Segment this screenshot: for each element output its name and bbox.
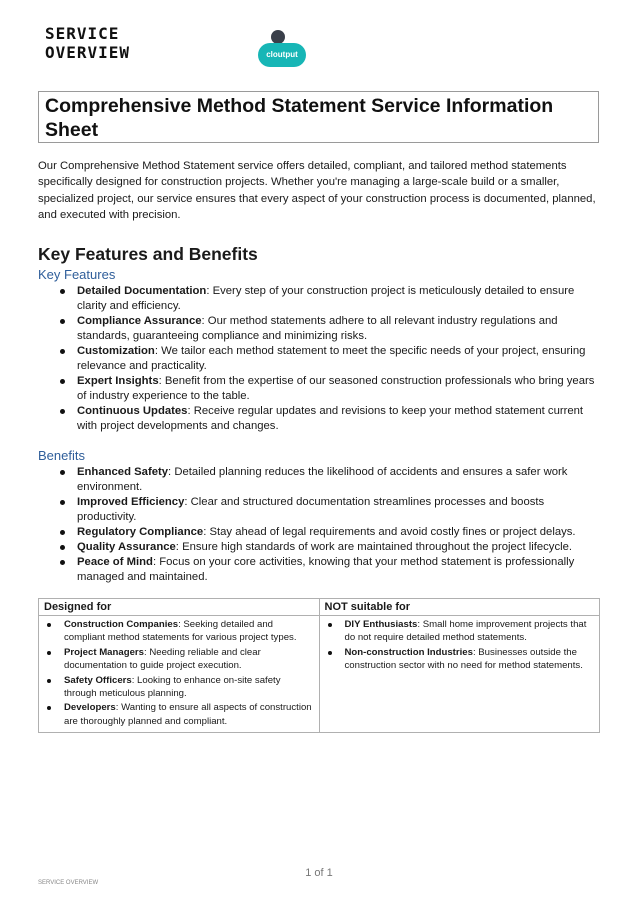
list-item: [38, 525, 600, 540]
item-term: Compliance Assurance: [77, 315, 202, 327]
list-item: [38, 314, 600, 344]
benefits-heading: Benefits: [38, 448, 85, 463]
table-row: [39, 616, 600, 733]
features-heading: Key Features: [38, 267, 116, 282]
list-item: [43, 646, 315, 673]
section-heading: Key Features and Benefits: [38, 244, 258, 264]
item-text: : Looking to enhance on-site safety through meticulous planning.: [64, 674, 281, 700]
header-title-line2: OVERVIEW: [45, 43, 131, 62]
item-text: : Focus on your core activities, knowing that your method statement is professionally managed and maintained.: [77, 556, 575, 583]
cloutput-logo: [258, 30, 306, 70]
page-number: 1 of 1: [305, 867, 333, 879]
item-term: Developers: [64, 702, 116, 714]
item-text: : Wanting to ensure all aspects of construction are thoroughly planned and compliant.: [64, 702, 312, 727]
item-term: Safety Officers: [64, 674, 132, 686]
table-header-row: [39, 599, 600, 616]
item-term: Continuous Updates: [77, 405, 188, 417]
list-item: [38, 284, 600, 314]
suitability-table: [38, 598, 600, 733]
item-term: Project Managers: [64, 646, 144, 658]
logo-text: cloutput: [258, 43, 306, 67]
footer-text: SERVICE OVERVIEW: [38, 880, 99, 886]
item-text: : Needing reliable and clear documentation to guide project execution.: [64, 646, 261, 672]
item-text: : Receive regular updates and revisions to keep your method statement current with project developments and changes.: [77, 405, 584, 432]
item-text: : We tailor each method statement to meet the specific needs of your project, ensuring relevance and practicality.: [77, 345, 586, 372]
item-term: Enhanced Safety: [77, 466, 169, 478]
designed-for-cell: [39, 616, 320, 733]
list-item: [38, 344, 600, 374]
list-item: [324, 646, 596, 673]
item-term: Detailed Documentation: [77, 285, 207, 297]
benefits-list: [38, 465, 600, 585]
list-item: [38, 540, 600, 555]
item-text: : Clear and structured documentation streamlines processes and boosts productivity.: [77, 496, 545, 523]
item-term: Customization: [77, 345, 155, 357]
item-text: : Small home improvement projects that do not require detailed method statements.: [344, 619, 587, 644]
item-text: : Businesses outside the construction sector with no need for method statements.: [344, 646, 583, 672]
header-title-line1: SERVICE: [45, 24, 120, 43]
item-term: DIY Enthusiasts: [344, 619, 418, 630]
item-term: Expert Insights: [77, 375, 159, 387]
header-title: [45, 24, 130, 62]
item-term: Regulatory Compliance: [77, 526, 204, 538]
item-term: Quality Assurance: [77, 541, 176, 553]
list-item: [43, 618, 315, 645]
list-item: [324, 618, 596, 645]
designed-for-heading: Designed for: [39, 599, 320, 616]
item-text: : Ensure high standards of work are maintained throughout the project lifecycle.: [175, 541, 573, 553]
list-item: [43, 701, 315, 728]
item-term: Non-construction Industries: [344, 646, 473, 658]
not-suitable-cell: [319, 616, 600, 733]
list-item: [38, 465, 600, 495]
logo-dot-icon: [271, 30, 285, 44]
item-text: : Detailed planning reduces the likelihood of accidents and ensures a safer work environment.: [77, 466, 568, 493]
list-item: [38, 495, 600, 525]
item-text: : Stay ahead of legal requirements and avoid costly fines or project delays.: [203, 526, 576, 538]
item-term: Construction Companies: [64, 619, 179, 630]
not-suitable-heading: NOT suitable for: [319, 599, 600, 616]
page-title: Comprehensive Method Statement Service Information Sheet: [45, 95, 554, 141]
list-item: [38, 404, 600, 434]
intro-paragraph: Our Comprehensive Method Statement service offers detailed, compliant, and tailored method statements specifically designed for construction projects. Whether you're managing a large-scale build or a smaller, specialized project, our service ensures that every aspect of your construction process is documented, planned, and executed with precision.: [38, 160, 596, 221]
list-item: [38, 374, 600, 404]
designed-for-list: [43, 618, 315, 728]
item-text: : Benefit from the expertise of our seasoned construction professionals who bring years of industry experience to the table.: [77, 375, 595, 402]
not-suitable-list: [324, 618, 596, 673]
item-text: : Every step of your construction project is meticulously detailed to ensure clarity and efficiency.: [77, 285, 575, 312]
features-list: [38, 284, 600, 434]
item-term: Peace of Mind: [77, 556, 153, 568]
item-text: : Our method statements adhere to all relevant industry regulations and standards, guaranteeing compliance and minimizing risks.: [77, 315, 558, 342]
item-term: Improved Efficiency: [77, 496, 185, 508]
list-item: [43, 674, 315, 701]
item-text: : Seeking detailed and compliant method statements for various project types.: [64, 619, 297, 644]
title-box: [38, 91, 599, 143]
list-item: [38, 555, 600, 585]
